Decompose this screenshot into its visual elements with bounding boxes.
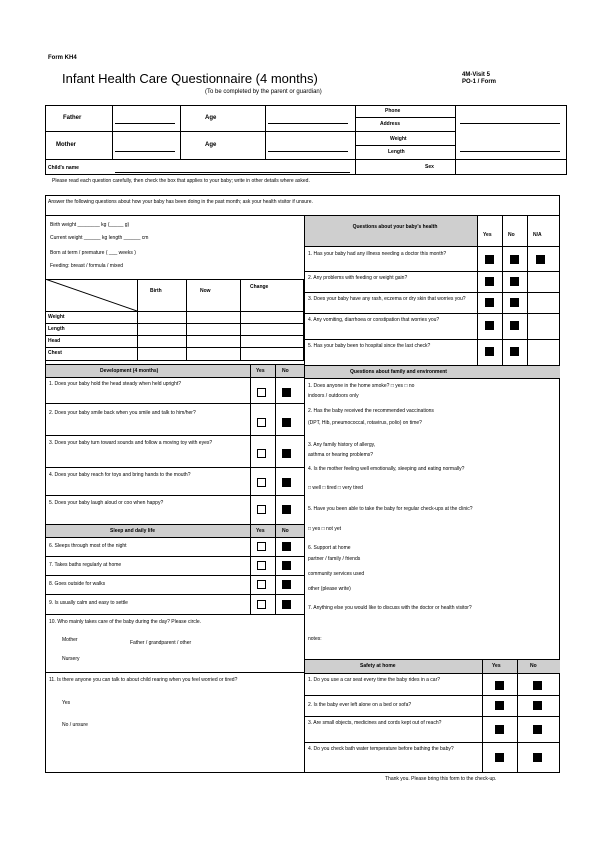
health-q1-no[interactable] [510,255,519,264]
address-label: Address [380,121,401,127]
safety-q3-no[interactable] [533,725,542,734]
page-title: Infant Health Care Questionnaire (4 months) [62,71,318,86]
dev-q5-yes[interactable] [257,505,266,514]
sleep-q9-no[interactable] [282,600,291,609]
dev-q4: 4. Does your baby reach for toys and bring hands to the mouth? [49,472,191,478]
sleep-q6: 6. Sleeps through most of the night [49,543,127,549]
dev-yes-header: Yes [256,368,265,374]
child-label: Child's name [48,165,79,171]
health-q1: 1. Has your baby had any illness needing a doctor this month? [308,251,447,257]
footer-note: Thank you. Please bring this form to the check-up. [385,776,497,782]
family-header: Questions about family and environment [350,369,447,375]
safety-q4: 4. Do you check bath water temperature before bathing the baby? [308,746,454,752]
safety-q2-yes[interactable] [495,701,504,710]
dev-q4-yes[interactable] [257,478,266,487]
mother-name-input[interactable] [115,142,175,152]
support-question: 11. Is there anyone you can talk to about child rearing when you feel worried or tired? [49,677,238,683]
birth-line-3: Born at term / premature ( ___ weeks ) [50,250,136,256]
father-age-label: Age [205,115,217,121]
father-label: Father [63,115,82,121]
sleep-header: Sleep and daily life [110,528,156,534]
safety-yes-header: Yes [492,663,501,669]
dev-q3-yes[interactable] [257,449,266,458]
family-line-10: □ yes □ not yet [308,526,341,532]
dev-q1-no[interactable] [282,388,291,397]
support-opt-2: No / unsure [62,722,88,728]
dev-q2-yes[interactable] [257,418,266,427]
health-q5-no[interactable] [510,347,519,356]
sleep-q7-no[interactable] [282,561,291,570]
family-line-14: other (please write) [308,586,351,592]
dev-q3-no[interactable] [282,449,291,458]
father-name-input[interactable] [115,114,175,124]
phone-label: Phone [385,108,401,114]
sleep-q8-no[interactable] [282,580,291,589]
safety-no-header: No [530,663,537,669]
support-opt-1: Yes [62,700,71,706]
dev-no-header: No [282,368,289,374]
sleep-no-header: No [282,528,289,534]
dev-q2: 2. Does your baby smile back when you smile and talk to him/her? [49,410,196,416]
birth-line-2: Current weight ______ kg length ______ cm [50,235,149,241]
mother-label: Mother [56,142,76,148]
caregiver-opt-2: Father / grandparent / other [130,640,192,646]
birth-line-4: Feeding: breast / formula / mixed [50,263,124,269]
safety-q2-no[interactable] [533,701,542,710]
phone-input[interactable] [460,114,560,124]
diagonal-header [45,279,137,311]
corner-code: 4M-Visit 5 PO-1 / Form [462,72,497,85]
sleep-yes-header: Yes [256,528,265,534]
safety-q4-yes[interactable] [495,753,504,762]
safety-q4-no[interactable] [533,753,542,762]
family-line-3: 2. Has the baby received the recommended vaccinations [308,408,434,414]
page-subtitle: (To be completed by the parent or guardian) [205,89,322,95]
form-code: Form KH4 [48,55,77,61]
growth-row-head: Head [48,338,61,344]
family-line-7: 4. Is the mother feeling well emotionally, sleeping and eating normally? [308,466,465,472]
safety-q1-yes[interactable] [495,681,504,690]
health-q4-yes[interactable] [485,321,494,330]
sleep-q9-yes[interactable] [257,600,266,609]
growth-col-now: Now [200,288,211,294]
family-line-16: notes: [308,636,322,642]
health-header: Questions about your baby's health [352,224,438,230]
sleep-q8: 8. Goes outside for walks [49,581,106,587]
caregiver-opt-1: Mother [62,637,78,643]
mother-age-input[interactable] [268,142,348,152]
dev-header: Development (4 months) [100,368,159,374]
family-line-8: □ well □ tired □ very tired [308,485,363,491]
sleep-q8-yes[interactable] [257,580,266,589]
length-label: Length [388,149,405,155]
health-yes-header: Yes [483,232,492,238]
sleep-q9: 9. Is usually calm and easy to settle [49,600,128,606]
instruction-text: Please read each question carefully, then check the box that applies to your baby; write in other details where asked. [52,178,310,184]
growth-row-chest: Chest [48,350,62,356]
weight-input[interactable] [460,142,560,152]
health-q4-no[interactable] [510,321,519,330]
health-q1-yes[interactable] [485,255,494,264]
child-name-input[interactable] [115,163,350,173]
dev-q3: 3. Does your baby turn toward sounds and follow a moving toy with eyes? [49,440,213,446]
family-line-12: partner / family / friends [308,556,361,562]
family-line-13: community services used [308,571,365,577]
safety-q2: 2. Is the baby ever left alone on a bed or sofa? [308,702,412,708]
family-line-5: 3. Any family history of allergy, [308,442,376,448]
sleep-q7-yes[interactable] [257,561,266,570]
health-na-header: N/A [533,232,542,238]
health-q2: 2. Any problems with feeding or weight gain? [308,275,408,281]
dev-q5-no[interactable] [282,505,291,514]
family-line-2: indoors / outdoors only [308,393,359,399]
growth-col-change: Change [250,284,269,290]
health-q3-yes[interactable] [485,298,494,307]
weight-label: Weight [390,136,407,142]
health-q4: 4. Any vomiting, diarrhoea or constipation that worries you? [308,317,440,323]
caregiver-question: 10. Who mainly takes care of the baby during the day? Please circle. [49,619,202,625]
safety-header: Safety at home [360,663,396,669]
section-intro: Answer the following questions about how your baby has been doing in the past month; ask your health visitor if unsure. [48,199,313,205]
health-q2-yes[interactable] [485,277,494,286]
safety-q3: 3. Are small objects, medicines and cords kept out of reach? [308,720,442,726]
safety-q1-no[interactable] [533,681,542,690]
dev-q1-yes[interactable] [257,388,266,397]
health-q1-na[interactable] [536,255,545,264]
dev-q4-no[interactable] [282,478,291,487]
dev-q5: 5. Does your baby laugh aloud or coo when happy? [49,500,164,506]
growth-col-birth: Birth [150,288,162,294]
family-line-15: 7. Anything else you would like to discuss with the doctor or health visitor? [308,605,472,611]
health-q5-yes[interactable] [485,347,494,356]
growth-row-length: Length [48,326,65,332]
birth-line-1: Birth weight ________ kg (_____ g) [50,222,130,228]
health-q3: 3. Does your baby have any rash, eczema or dry skin that worries you? [308,296,466,302]
dev-q2-no[interactable] [282,418,291,427]
safety-q1: 1. Do you use a car seat every time the baby rides in a car? [308,677,441,683]
health-q3-no[interactable] [510,298,519,307]
family-line-6: asthma or hearing problems? [308,452,374,458]
sex-label: Sex [425,164,434,170]
father-age-input[interactable] [268,114,348,124]
family-line-1: 1. Does anyone in the home smoke? □ yes □ no [308,383,415,389]
dev-q1: 1. Does your baby hold the head steady when held upright? [49,381,182,387]
sleep-q6-yes[interactable] [257,542,266,551]
mother-age-label: Age [205,142,217,148]
health-q2-no[interactable] [510,277,519,286]
family-line-11: 6. Support at home [308,545,351,551]
family-line-4: (DPT, Hib, pneumococcal, rotavirus, polio) on time? [308,420,422,426]
sleep-q6-no[interactable] [282,542,291,551]
growth-row-weight: Weight [48,314,65,320]
health-no-header: No [508,232,515,238]
health-q5: 5. Has your baby been to hospital since the last check? [308,343,431,349]
sleep-q7: 7. Takes baths regularly at home [49,562,122,568]
family-line-9: 5. Have you been able to take the baby for regular check-ups at the clinic? [308,506,473,512]
caregiver-opt-3: Nursery [62,656,80,662]
safety-q3-yes[interactable] [495,725,504,734]
